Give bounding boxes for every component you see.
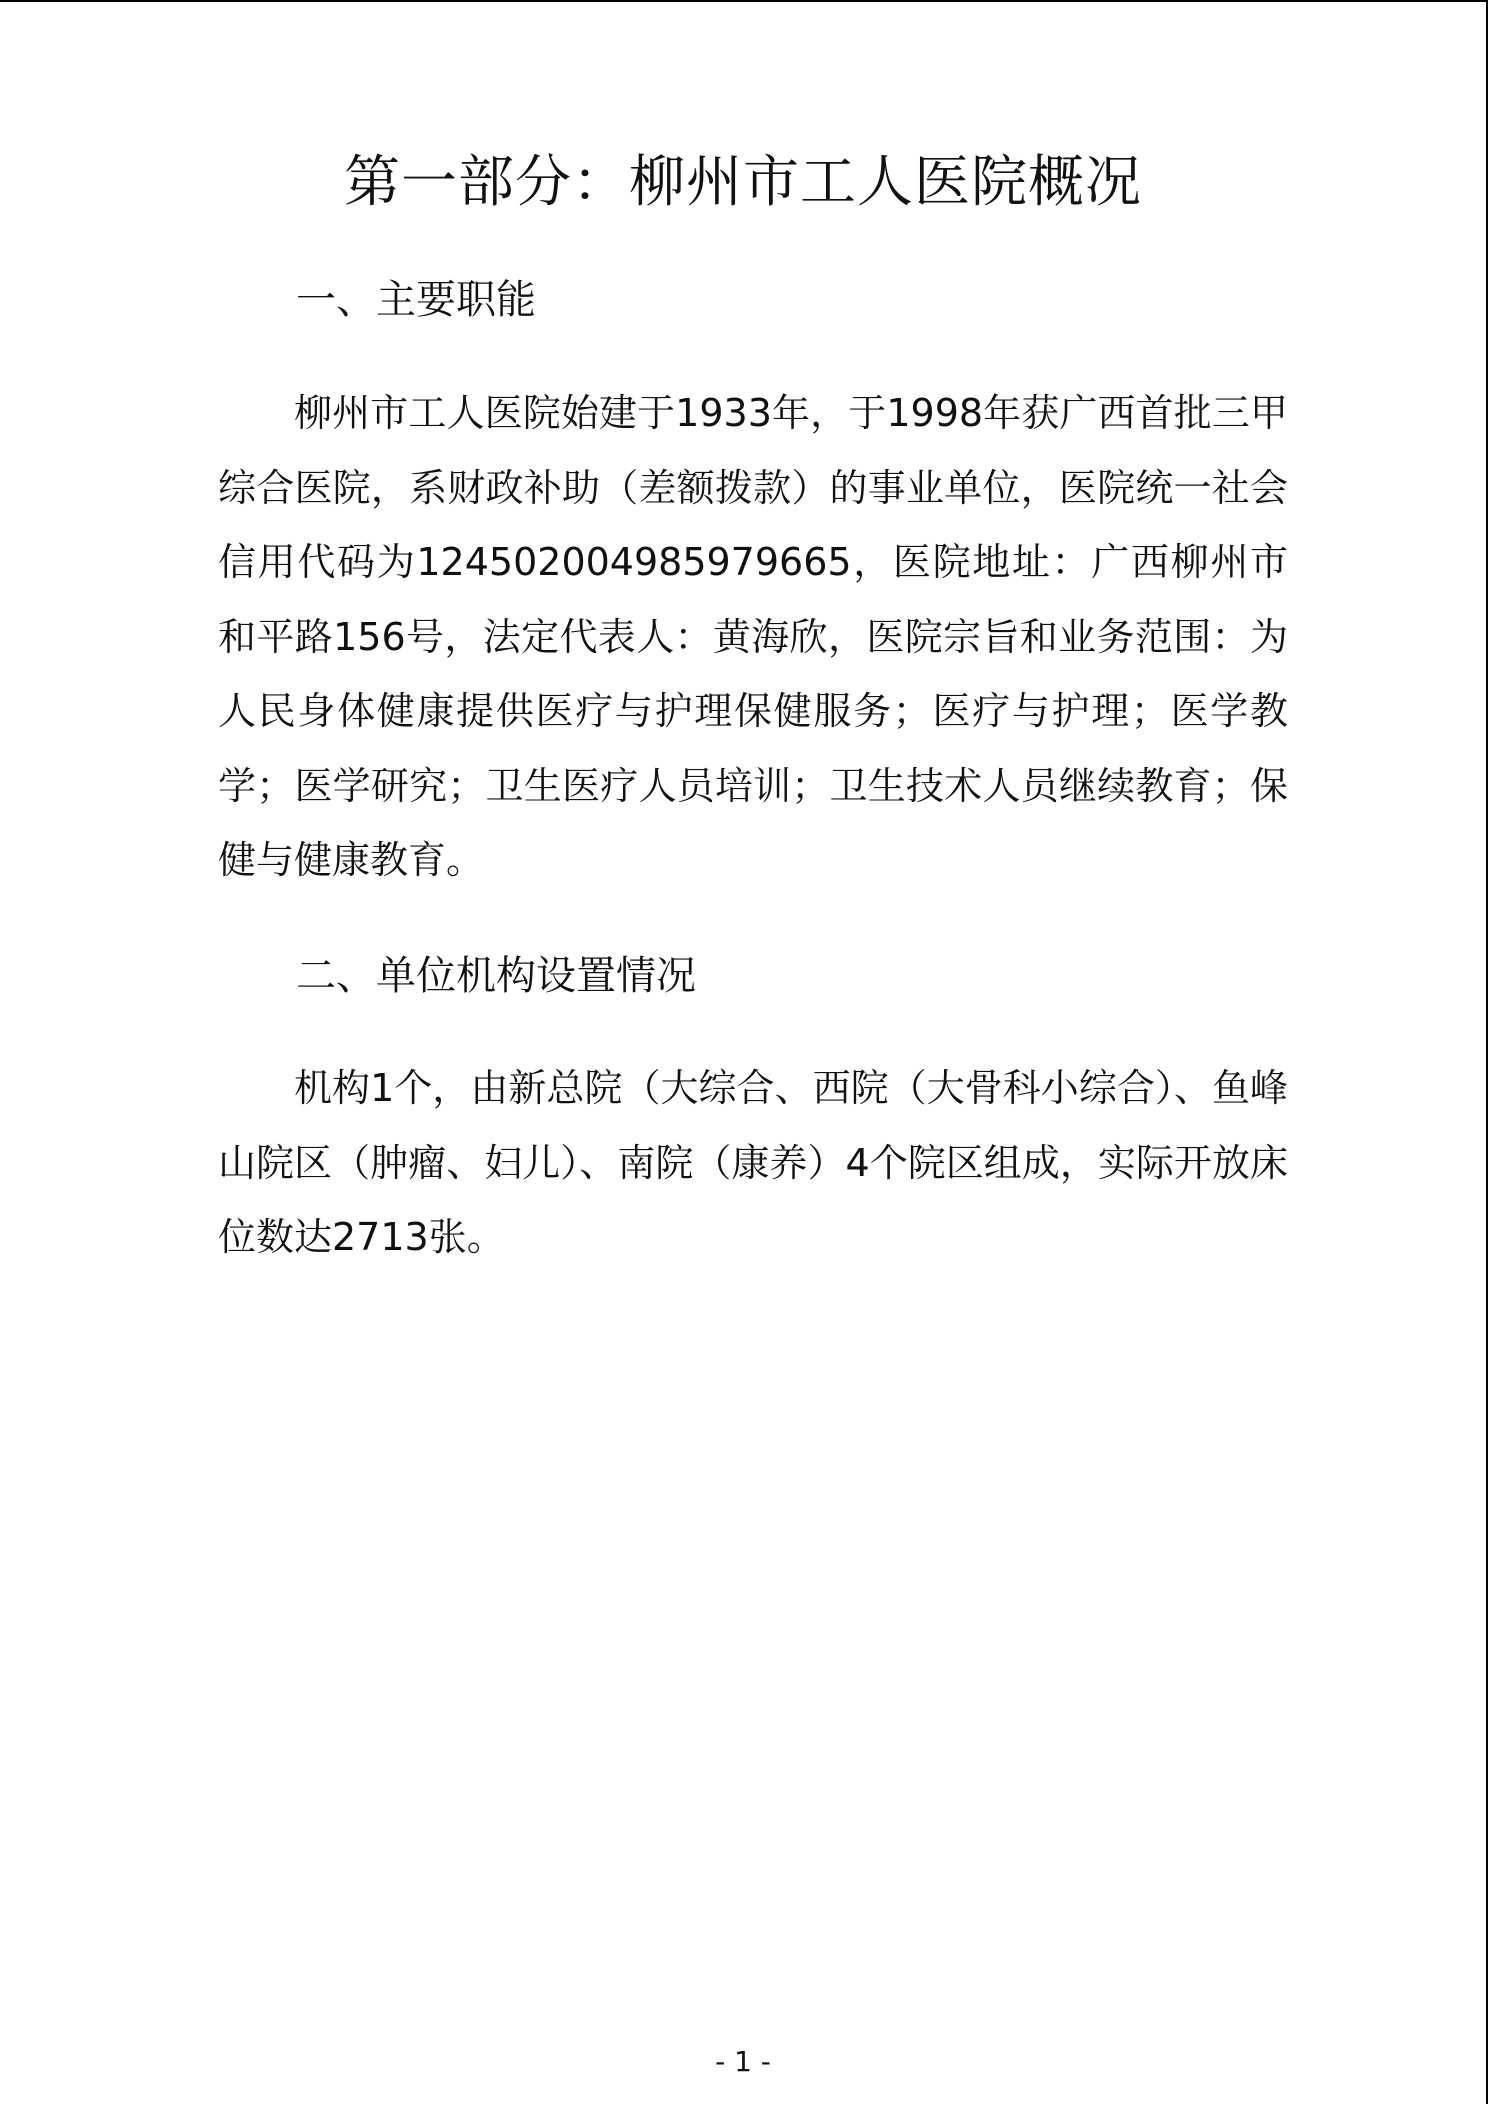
paragraph-organization: 机构1个，由新总院（大综合、西院（大骨科小综合）、鱼峰山院区（肿瘤、妇儿）、南院（康养）4个院区组成，实际开放床位数达2713张。 [218,1066,1288,1259]
page-title: 第一部分：柳州市工人医院概况 [344,150,1142,215]
section-heading-organization: 二、单位机构设置情况 [296,953,696,999]
section-heading-main-functions: 一、主要职能 [296,277,536,323]
paragraph-main-functions: 柳州市工人医院始建于1933年，于1998年获广西首批三甲综合医院，系财政补助（差额拨款）的事业单位，医院统一社会信用代码为124502004985979665，医院地址：广西柳州市和平路156号，法定代表人：黄海欣，医院宗旨和业务范围：为人民身体健康提供医疗与护理保健服务；医疗与护理；医学教学；医学研究；卫生医疗人员培训；卫生技术人员继续教育；保健与健康教育。 [218,391,1288,882]
page-number: - 1 - [715,2045,771,2078]
